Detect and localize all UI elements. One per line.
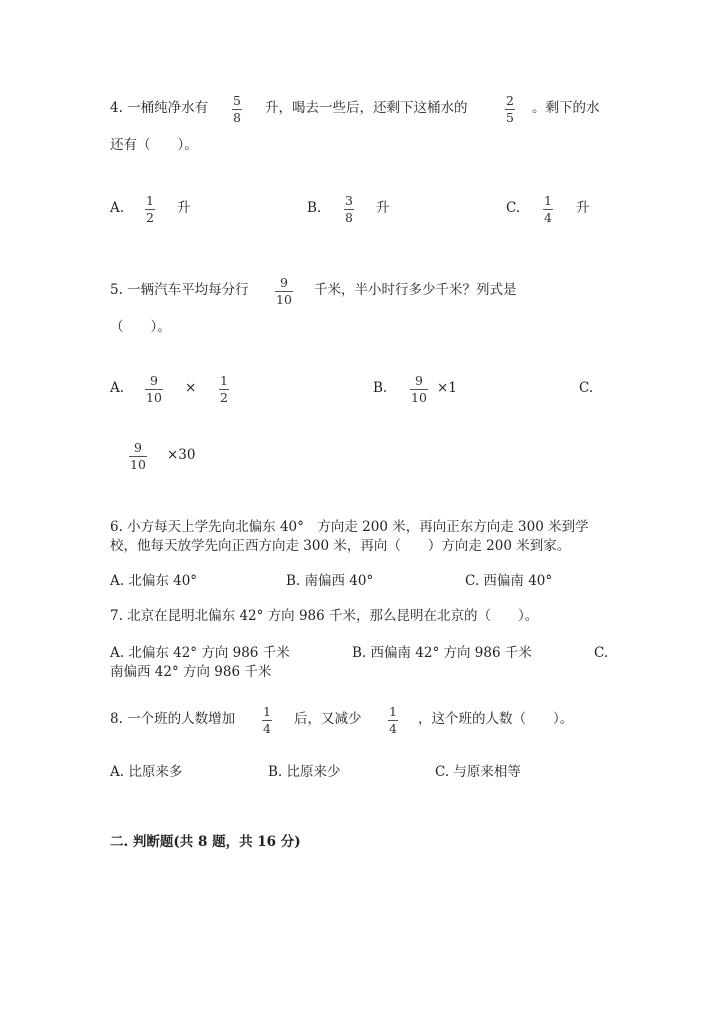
denominator: 8 (233, 110, 241, 125)
q5-text: （ ）。 (110, 319, 171, 335)
q6-text: 校，他每天放学先向正西方向走 300 米，再向（ ）方向走 200 米到家。 (110, 538, 571, 554)
q4-text: 升，喝去一些后，还剩下这桶水的 (265, 100, 468, 116)
q5-text: 5. 一辆汽车平均每分行 (110, 282, 249, 298)
fraction (232, 94, 242, 125)
option-b[interactable]: B. (373, 380, 388, 396)
option-c[interactable]: C. 与原来相等 (435, 764, 521, 780)
option-c-text: 南偏西 42° 方向 986 千米 (110, 664, 272, 680)
option-a[interactable]: A. 北偏东 40° (110, 573, 198, 589)
q6-text: 6. 小方每天上学先向北偏东 40° 方向走 200 米，再向正东方向走 300 米到学 (110, 519, 589, 535)
option-a[interactable]: A. 比原来多 (110, 764, 183, 780)
numerator: 1 (544, 193, 552, 208)
numerator: 9 (149, 373, 158, 388)
numerator: 5 (233, 93, 241, 108)
denominator: 10 (411, 390, 427, 405)
option-c[interactable]: C. (594, 645, 609, 661)
fraction (344, 194, 354, 225)
q8-text: 8. 一个班的人数增加 (110, 711, 236, 727)
q5-text: 千米，半小时行多少千米？列式是 (314, 282, 517, 298)
denominator: 10 (130, 457, 146, 472)
fraction (543, 194, 553, 225)
option-b[interactable]: B. (307, 200, 322, 216)
operator: ×1 (437, 380, 457, 396)
denominator: 4 (544, 210, 552, 225)
numerator: 1 (146, 193, 154, 208)
option-c[interactable]: C. (506, 200, 521, 216)
fraction (505, 94, 515, 125)
unit: 升 (177, 200, 191, 216)
option-c[interactable]: C. 西偏南 40° (465, 573, 553, 589)
q4-text: 。剩下的水 (532, 100, 600, 116)
q7-text: 7. 北京在昆明北偏东 42° 方向 986 千米，那么昆明在北京的（ ）。 (110, 608, 539, 624)
unit: 升 (576, 200, 590, 216)
q8-text: ，这个班的人数（ ）。 (418, 711, 574, 727)
fraction (145, 374, 163, 405)
numerator: 9 (133, 440, 142, 455)
denominator: 2 (146, 210, 154, 225)
fraction (275, 276, 293, 307)
numerator: 3 (345, 193, 353, 208)
option-b[interactable]: B. 西偏南 42° 方向 986 千米 (352, 645, 532, 661)
denominator: 10 (276, 292, 292, 307)
option-b[interactable]: B. 南偏西 40° (286, 573, 374, 589)
fraction (410, 374, 428, 405)
denominator: 2 (220, 390, 228, 405)
q8-text: 后，又减少 (294, 711, 362, 727)
option-a[interactable]: A. (110, 200, 125, 216)
denominator: 10 (146, 390, 162, 405)
numerator: 9 (279, 275, 288, 290)
operator: × (185, 380, 197, 396)
fraction (262, 705, 272, 736)
numerator: 9 (414, 373, 423, 388)
operator: ×30 (167, 447, 196, 463)
option-a[interactable]: A. (110, 380, 125, 396)
q4-text: 还有（ ）。 (110, 137, 198, 153)
denominator: 4 (263, 721, 271, 736)
denominator: 4 (389, 721, 397, 736)
section-title: 二. 判断题(共 8 题，共 16 分) (110, 834, 301, 850)
numerator: 1 (389, 704, 397, 719)
numerator: 1 (263, 704, 271, 719)
fraction (388, 705, 398, 736)
denominator: 8 (345, 210, 353, 225)
option-c[interactable]: C. (579, 380, 594, 396)
option-b[interactable]: B. 比原来少 (268, 764, 341, 780)
fraction (219, 374, 229, 405)
fraction (129, 441, 147, 472)
option-a[interactable]: A. 北偏东 42° 方向 986 千米 (110, 645, 290, 661)
numerator: 2 (506, 93, 514, 108)
q4-text: 4. 一桶纯净水有 (110, 100, 209, 116)
fraction (145, 194, 155, 225)
denominator: 5 (506, 110, 514, 125)
unit: 升 (376, 200, 390, 216)
numerator: 1 (220, 373, 228, 388)
